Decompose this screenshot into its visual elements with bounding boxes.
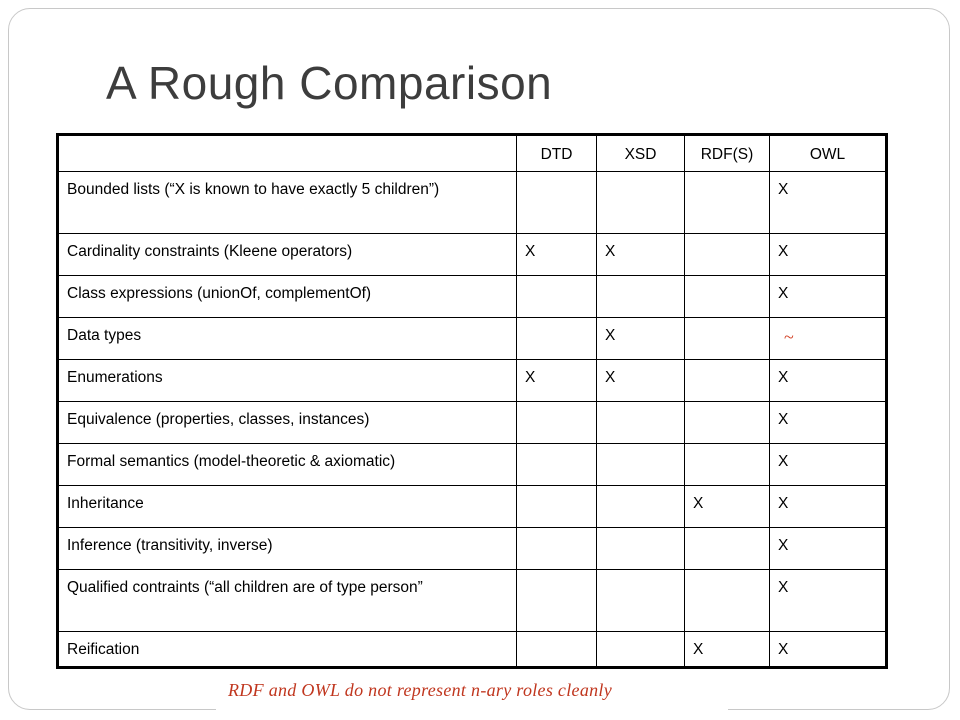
table-row bbox=[58, 172, 887, 234]
dtd-cell: X bbox=[517, 234, 597, 276]
table-row bbox=[58, 276, 887, 318]
owl-cell: X bbox=[770, 570, 887, 632]
header-rdfs: RDF(S) bbox=[685, 135, 770, 172]
owl-cell: X bbox=[770, 172, 887, 234]
rdfs-cell bbox=[685, 360, 770, 402]
feature-cell: Reification bbox=[58, 632, 517, 668]
rdfs-cell: X bbox=[685, 486, 770, 528]
feature-cell: Enumerations bbox=[58, 360, 517, 402]
slide-title: A Rough Comparison bbox=[106, 57, 553, 109]
xsd-cell bbox=[597, 528, 685, 570]
table-row bbox=[58, 402, 887, 444]
rdfs-cell bbox=[685, 276, 770, 318]
owl-cell: X bbox=[770, 402, 887, 444]
dtd-cell bbox=[517, 570, 597, 632]
dtd-cell bbox=[517, 172, 597, 234]
comparison-table bbox=[56, 133, 888, 669]
owl-cell: X bbox=[770, 234, 887, 276]
xsd-cell bbox=[597, 402, 685, 444]
xsd-cell bbox=[597, 172, 685, 234]
dtd-cell bbox=[517, 528, 597, 570]
feature-cell: Data types bbox=[58, 318, 517, 360]
dtd-cell bbox=[517, 486, 597, 528]
table-row bbox=[58, 360, 887, 402]
table-row bbox=[58, 234, 887, 276]
feature-cell: Bounded lists (“X is known to have exactly 5 children”) bbox=[58, 172, 517, 234]
header-xsd: XSD bbox=[597, 135, 685, 172]
table-row bbox=[58, 318, 887, 360]
header-feature bbox=[58, 135, 517, 172]
dtd-cell bbox=[517, 632, 597, 668]
dtd-cell bbox=[517, 276, 597, 318]
feature-cell: Inference (transitivity, inverse) bbox=[58, 528, 517, 570]
feature-cell: Class expressions (unionOf, complementOf) bbox=[58, 276, 517, 318]
table-row bbox=[58, 486, 887, 528]
table-row bbox=[58, 444, 887, 486]
owl-cell: X bbox=[770, 632, 887, 668]
feature-cell: Formal semantics (model-theoretic & axiomatic) bbox=[58, 444, 517, 486]
xsd-cell: X bbox=[597, 360, 685, 402]
dtd-cell bbox=[517, 318, 597, 360]
owl-cell: X bbox=[770, 528, 887, 570]
feature-cell: Cardinality constraints (Kleene operators) bbox=[58, 234, 517, 276]
rdfs-cell bbox=[685, 172, 770, 234]
owl-cell: X bbox=[770, 360, 887, 402]
xsd-cell bbox=[597, 444, 685, 486]
feature-cell: Equivalence (properties, classes, instances) bbox=[58, 402, 517, 444]
table-row bbox=[58, 570, 887, 632]
rdfs-cell bbox=[685, 402, 770, 444]
rdfs-cell bbox=[685, 234, 770, 276]
xsd-cell bbox=[597, 632, 685, 668]
dtd-cell bbox=[517, 402, 597, 444]
dtd-cell: X bbox=[517, 360, 597, 402]
footnote-text: RDF and OWL do not represent n-ary roles cleanly bbox=[228, 680, 613, 700]
table-row bbox=[58, 528, 887, 570]
feature-cell: Inheritance bbox=[58, 486, 517, 528]
header-dtd: DTD bbox=[517, 135, 597, 172]
owl-cell bbox=[770, 318, 887, 360]
feature-cell: Qualified contraints (“all children are of type person” bbox=[58, 570, 517, 632]
rdfs-cell: X bbox=[685, 632, 770, 668]
header-owl: OWL bbox=[770, 135, 887, 172]
rdfs-cell bbox=[685, 570, 770, 632]
owl-cell: X bbox=[770, 276, 887, 318]
xsd-cell: X bbox=[597, 318, 685, 360]
xsd-cell bbox=[597, 570, 685, 632]
dtd-cell bbox=[517, 444, 597, 486]
rdfs-cell bbox=[685, 318, 770, 360]
owl-cell: X bbox=[770, 444, 887, 486]
owl-cell: X bbox=[770, 486, 887, 528]
comparison-table-wrapper bbox=[56, 133, 888, 669]
xsd-cell bbox=[597, 276, 685, 318]
table-header-row bbox=[58, 135, 887, 172]
tilde-annotation: ~ bbox=[784, 327, 794, 347]
rdfs-cell bbox=[685, 444, 770, 486]
rdfs-cell bbox=[685, 528, 770, 570]
xsd-cell: X bbox=[597, 234, 685, 276]
table-row bbox=[58, 632, 887, 668]
xsd-cell bbox=[597, 486, 685, 528]
